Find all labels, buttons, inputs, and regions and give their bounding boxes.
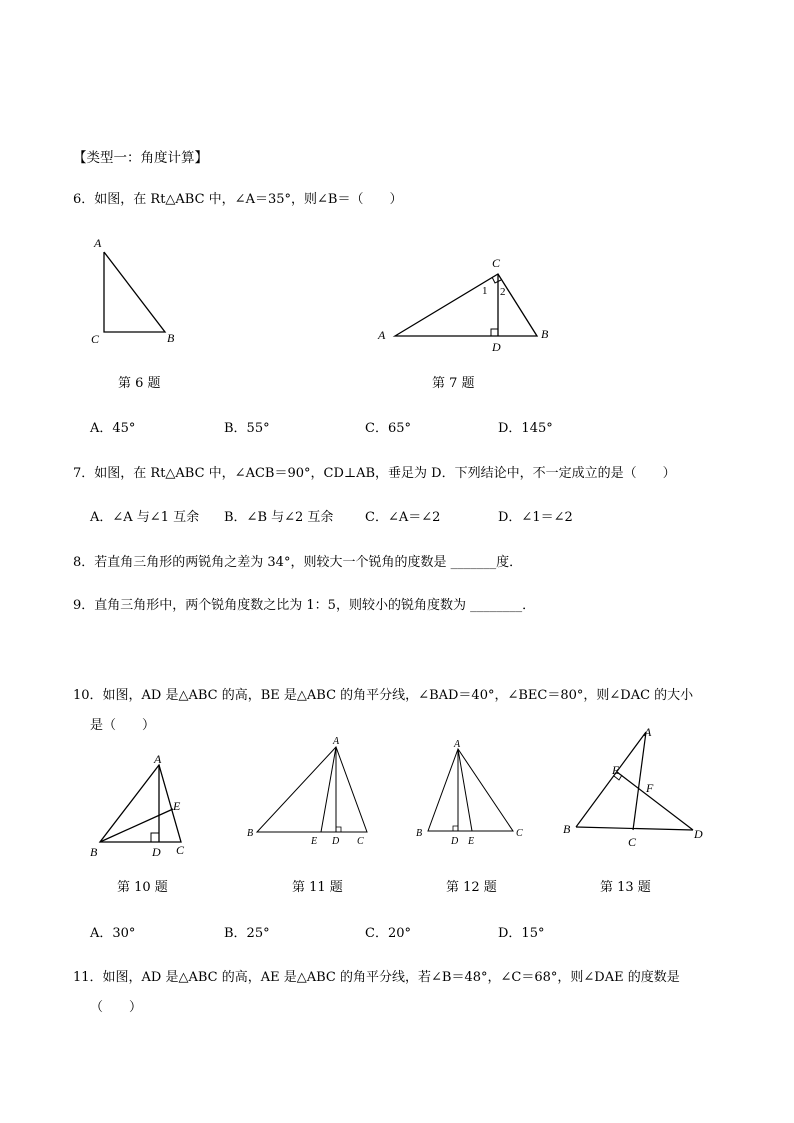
fig13-label-f: F — [646, 781, 654, 795]
caption-fig11: 第 11 题 — [292, 880, 343, 895]
caption-fig10: 第 10 题 — [117, 880, 168, 895]
fig13-label-c: C — [628, 835, 637, 849]
figure-7 — [375, 252, 565, 357]
figure-10 — [85, 752, 195, 862]
caption-fig13: 第 13 题 — [600, 880, 651, 895]
question-10-line1: 10．如图，AD 是△ABC 的高，BE 是△ABC 的角平分线，∠BAD＝40°，∠BEC＝80°，则∠DAC 的大小 — [73, 688, 694, 703]
fig10-label-c: C — [176, 843, 185, 857]
fig7-label-b: B — [541, 327, 549, 341]
fig11-label-b: B — [247, 828, 254, 839]
fig12-label-d: D — [451, 836, 459, 847]
q6-option-b: B．55° — [224, 421, 270, 436]
q6-option-c: C．65° — [365, 421, 411, 436]
fig12-label-e: E — [468, 836, 475, 847]
fig11-label-d: D — [332, 836, 340, 847]
caption-fig7: 第 7 题 — [432, 376, 475, 391]
question-11-line1: 11．如图，AD 是△ABC 的高，AE 是△ABC 的角平分线，若∠B＝48°，∠C＝68°，则∠DAE 的度数是 — [73, 970, 680, 985]
fig13-label-b: B — [563, 822, 571, 836]
fig6-label-b: B — [167, 331, 175, 345]
fig7-label-2: 2 — [500, 286, 506, 298]
question-10-line2: 是（ ） — [90, 718, 156, 733]
figure-13 — [560, 722, 715, 852]
fig11-label-e: E — [311, 836, 318, 847]
fig13-label-a: A — [644, 725, 652, 739]
fig12-label-c: C — [516, 828, 523, 839]
q10-option-c: C．20° — [365, 926, 411, 941]
question-8-text: 8．若直角三角形的两锐角之差为 34°，则较大一个锐角的度数是 _______度． — [73, 555, 523, 570]
fig10-label-a: A — [154, 752, 162, 766]
fig7-label-a: A — [378, 328, 386, 342]
question-6-text: 6．如图，在 Rt△ABC 中，∠A＝35°，则∠B＝（ ） — [73, 192, 403, 207]
q6-option-a: A．45° — [90, 421, 136, 436]
fig10-label-b: B — [90, 845, 98, 859]
fig11-label-a: A — [333, 736, 340, 747]
q7-option-c: C．∠A＝∠2 — [365, 510, 441, 525]
q10-option-a: A．30° — [90, 926, 136, 941]
fig6-label-a: A — [94, 236, 102, 250]
q10-option-b: B．25° — [224, 926, 270, 941]
fig7-label-c: C — [492, 256, 501, 270]
q7-option-b: B．∠B 与∠2 互余 — [224, 510, 334, 525]
question-7-text: 7．如图，在 Rt△ABC 中，∠ACB＝90°，CD⊥AB，垂足为 D．下列结论中，不一定成立的是（ ） — [73, 466, 676, 481]
fig10-label-d: D — [152, 845, 161, 859]
q7-option-d: D．∠1＝∠2 — [498, 510, 573, 525]
fig10-label-e: E — [173, 799, 181, 813]
figure-12 — [410, 736, 535, 851]
fig13-label-d: D — [694, 827, 703, 841]
q10-option-d: D．15° — [498, 926, 545, 941]
fig12-label-a: A — [454, 739, 461, 750]
fig11-label-c: C — [357, 836, 364, 847]
q6-option-d: D．145° — [498, 421, 553, 436]
section-title: 【类型一：角度计算】 — [73, 150, 208, 166]
q7-option-a: A．∠A 与∠1 互余 — [90, 510, 200, 525]
fig7-label-d: D — [492, 340, 501, 354]
question-9-text: 9．直角三角形中，两个锐角度数之比为 1：5，则较小的锐角度数为 ________． — [73, 598, 536, 613]
fig7-label-1: 1 — [482, 285, 488, 297]
fig13-label-e: E — [612, 763, 620, 777]
fig6-label-c: C — [91, 332, 100, 346]
question-11-line2: （ ） — [90, 1000, 143, 1015]
caption-fig12: 第 12 题 — [446, 880, 497, 895]
figure-11 — [240, 734, 380, 849]
fig12-label-b: B — [416, 828, 423, 839]
figure-6 — [85, 232, 185, 352]
caption-fig6: 第 6 题 — [118, 376, 161, 391]
